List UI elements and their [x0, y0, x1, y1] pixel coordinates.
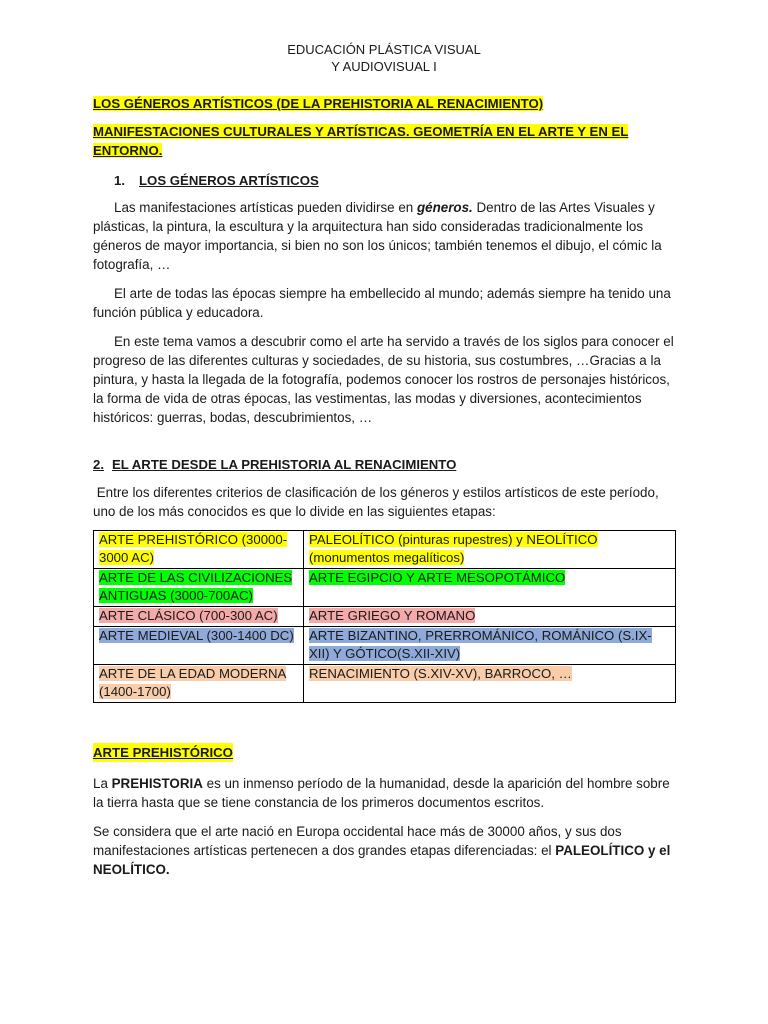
header-line-2: Y AUDIOVISUAL I	[331, 59, 437, 74]
bold-paleolitico-neolitico: PALEOLÍTICO y el NEOLÍTICO.	[93, 843, 671, 877]
paragraph-text: Dentro de las Artes Visuales y plásticas, la pintura, la escultura y la arquitectura han sido consideradas tradicionalmente los géneros de mayor importancia, si bien no son los únicos; también tenemos el dibujo, el cómic la fotografía, …	[93, 200, 662, 272]
stage-cell	[94, 665, 304, 703]
section-2-title: EL ARTE DESDE LA PREHISTORIA AL RENACIMIENTO	[112, 457, 457, 472]
styles-cell	[304, 665, 676, 703]
paragraph-text: Se considera que el arte nació en Europa occidental hace más de 30000 años, y sus dos manifestaciones artísticas pertenecen a dos grandes etapas diferenciadas: el	[93, 824, 622, 858]
stage-name: ARTE CLÁSICO (700-300 AC)	[99, 608, 278, 623]
table-row	[94, 665, 676, 703]
section-1-paragraph-1	[93, 198, 675, 274]
document-page	[93, 41, 675, 889]
styles-text: ARTE GRIEGO Y ROMANO	[309, 608, 476, 623]
section-1-paragraph-3: En este tema vamos a descubrir como el arte ha servido a través de los siglos para conocer el progreso de las diferentes culturas y sociedades, de su historia, sus costumbres, …Gracias a la pintura, y hasta la llegada de la fotografía, podemos conocer los rostros de personajes históricos, la forma de vida de otras épocas, las vestimentas, las modas y diversiones, acontecimientos históricos: guerras, bodas, descubrimientos, …	[93, 334, 674, 425]
styles-cell	[304, 627, 676, 665]
prehistoric-art-heading: ARTE PREHISTÓRICO	[93, 745, 233, 760]
stage-cell	[94, 627, 304, 665]
section-2-intro-text: Entre los diferentes criterios de clasificación de los géneros y estilos artísticos de este período, uno de los más conocidos es que lo divide en las siguientes etapas:	[93, 485, 659, 519]
stage-cell	[94, 569, 304, 607]
paragraph-text: Las manifestaciones artísticas pueden dividirse en	[114, 200, 417, 215]
styles-cell	[304, 607, 676, 627]
header-line-1: EDUCACIÓN PLÁSTICA VISUAL	[287, 42, 481, 57]
section-1-heading	[114, 171, 675, 190]
art-stages-table-body	[94, 531, 676, 703]
stage-name: ARTE DE LA EDAD MODERNA (1400-1700)	[99, 666, 287, 699]
styles-cell	[304, 531, 676, 569]
table-row	[94, 607, 676, 627]
stage-name: ARTE MEDIEVAL (300-1400 DC)	[99, 628, 294, 643]
main-title	[93, 94, 675, 113]
table-row	[94, 627, 676, 665]
document-header	[93, 41, 675, 75]
styles-cell	[304, 569, 676, 607]
styles-text: ARTE EGIPCIO Y ARTE MESOPOTÁMICO	[309, 570, 566, 585]
section-2-number: 2.	[93, 457, 104, 472]
prehistoric-paragraph-2	[93, 822, 675, 879]
subtitle-text: MANIFESTACIONES CULTURALES Y ARTÍSTICAS. GEOMETRÍA EN EL ARTE Y EN EL ENTORNO.	[93, 124, 629, 158]
table-row	[94, 531, 676, 569]
section-2-heading	[93, 455, 675, 474]
section-1-title: LOS GÉNEROS ARTÍSTICOS	[139, 173, 319, 188]
section-1-paragraph-2: El arte de todas las épocas siempre ha embellecido al mundo; además siempre ha tenido una función pública y educadora.	[93, 286, 671, 320]
section-1-number: 1.	[114, 173, 125, 188]
section-2-intro	[93, 483, 675, 521]
stage-name: ARTE DE LAS CIVILIZACIONES ANTIGUAS (3000-700AC)	[99, 570, 293, 603]
styles-text: ARTE BIZANTINO, PRERROMÁNICO, ROMÁNICO (S.IX-XII) Y GÓTICO(S.XII-XIV)	[309, 628, 652, 661]
main-title-text: LOS GÉNEROS ARTÍSTICOS (DE LA PREHISTORIA AL RENACIMIENTO)	[93, 96, 544, 111]
art-stages-table	[93, 530, 676, 703]
bold-prehistoria: PREHISTORIA	[111, 776, 203, 791]
emphasis-generos: géneros.	[416, 200, 473, 215]
stage-cell	[94, 531, 304, 569]
stage-name: ARTE PREHISTÓRICO (30000-3000 AC)	[99, 532, 288, 565]
subtitle	[93, 122, 675, 160]
prehistoric-paragraph-1	[93, 774, 675, 812]
styles-text: RENACIMIENTO (S.XIV-XV), BARROCO, …	[309, 666, 572, 681]
table-row	[94, 569, 676, 607]
paragraph-text: La	[93, 776, 112, 791]
paragraph-text: es un inmenso período de la humanidad, desde la aparición del hombre sobre la tierra hasta que se tiene constancia de los primeros documentos escritos.	[93, 776, 670, 810]
styles-text: PALEOLÍTICO (pinturas rupestres) y NEOLÍTICO (monumentos megalíticos)	[309, 532, 598, 565]
stage-cell	[94, 607, 304, 627]
